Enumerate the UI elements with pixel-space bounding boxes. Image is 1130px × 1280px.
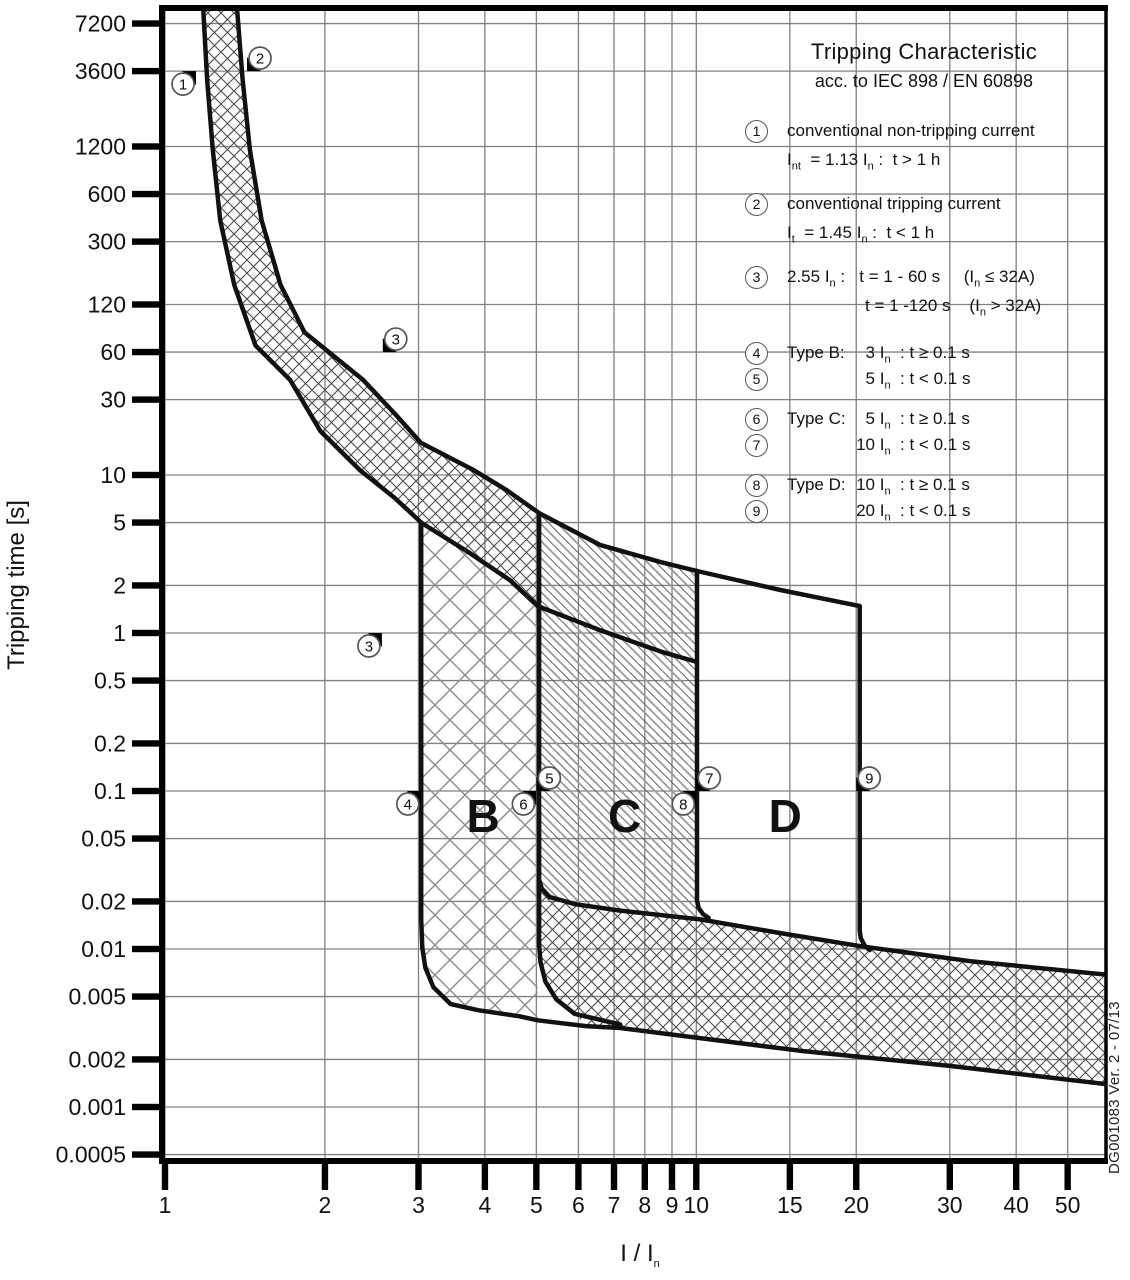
y-tick-label: 0.2: [94, 730, 126, 757]
y-tick-label: 0.005: [68, 983, 126, 1010]
legend-number-badge: 7: [745, 434, 768, 457]
y-tick: [132, 191, 162, 197]
x-tick: [693, 1161, 699, 1190]
x-tick-label: 10: [683, 1192, 710, 1218]
zone-label-C: C: [608, 789, 642, 842]
legend-title: Tripping Characteristic: [810, 39, 1038, 64]
curve-d-left: [697, 571, 709, 918]
y-axis-title: Tripping time [s]: [3, 500, 30, 670]
y-tick: [132, 946, 162, 952]
y-tick: [132, 630, 162, 636]
marker-1: [172, 71, 196, 95]
y-tick-label: 0.001: [68, 1094, 126, 1120]
legend-row-4: 4 Type B: 3 $I_n$ : t ≥ 0.1 s: [735, 340, 1113, 366]
region-thermal-band: [203, 8, 539, 606]
y-tick-label: 3600: [74, 58, 126, 85]
x-tick-label: 8: [638, 1192, 652, 1218]
x-tick: [533, 1161, 539, 1190]
document-id-watermark: DG001083 Ver. 2 - 07/13: [1106, 1001, 1123, 1174]
y-tick-label: 30: [100, 386, 126, 413]
y-tick: [132, 993, 162, 999]
marker-number: 5: [545, 770, 554, 788]
x-tick-label: 7: [607, 1192, 621, 1218]
y-tick-label: 0.1: [94, 778, 126, 804]
legend-item-1: 1 conventional non-tripping current $I_{nt} = 1.13$ $I_n$ : t > 1 h: [735, 119, 1113, 172]
region-zone-C: [539, 513, 697, 918]
y-tick: [132, 582, 162, 588]
x-tick: [642, 1161, 648, 1190]
y-tick-label: 5: [113, 509, 126, 536]
marker-number: 4: [403, 796, 412, 814]
y-tick-label: 120: [87, 291, 126, 318]
x-tick: [482, 1161, 488, 1190]
y-tick-label: 2: [113, 572, 126, 599]
legend-number-badge: 2: [745, 193, 768, 216]
y-tick-label: 600: [87, 181, 126, 208]
marker-3: [358, 633, 382, 657]
x-tick-label: 3: [412, 1192, 425, 1218]
y-tick: [132, 349, 162, 355]
x-tick: [1064, 1161, 1070, 1190]
x-tick: [853, 1161, 859, 1190]
y-tick-label: 1200: [74, 133, 126, 160]
x-tick: [947, 1161, 953, 1190]
y-tick: [132, 472, 162, 478]
legend-number-badge: 9: [745, 500, 768, 523]
x-tick-label: 40: [1003, 1192, 1029, 1218]
marker-3: [383, 328, 407, 352]
marker-number: 2: [255, 50, 265, 68]
legend-type-groups: [735, 340, 1113, 524]
y-tick: [132, 1151, 162, 1157]
marker-number: 7: [705, 770, 714, 788]
marker-number: 3: [391, 331, 400, 349]
x-tick: [787, 1161, 793, 1190]
y-tick: [132, 788, 162, 794]
legend-row-8: 8 Type D: 10 $I_n$ : t ≥ 0.1 s: [735, 472, 1113, 498]
x-tick: [575, 1161, 581, 1190]
y-tick: [132, 677, 162, 683]
marker-2: [247, 47, 271, 71]
x-tick-label: 15: [777, 1192, 803, 1218]
x-tick: [669, 1161, 675, 1190]
y-tick: [132, 740, 162, 746]
legend-number-badge: 5: [745, 368, 768, 391]
x-tick-label: 4: [478, 1192, 492, 1218]
x-tick-label: 50: [1054, 1192, 1081, 1218]
y-tick: [132, 68, 162, 74]
y-tick: [132, 301, 162, 307]
legend-items: [735, 119, 1113, 318]
legend-number-badge: 6: [745, 408, 768, 431]
x-tick-label: 5: [529, 1192, 543, 1218]
legend-group: [735, 472, 1113, 524]
y-tick: [132, 1104, 162, 1110]
legend-number-badge: 8: [745, 474, 768, 497]
marker-number: 1: [178, 76, 188, 94]
legend-group: [735, 340, 1113, 392]
x-tick-label: 1: [158, 1192, 172, 1218]
y-tick-label: 0.05: [81, 825, 126, 852]
marker-number: 6: [519, 796, 528, 814]
marker-number: 9: [865, 770, 874, 788]
x-tick: [322, 1161, 328, 1190]
legend-row-5: 5 5 $I_n$ : t < 0.1 s: [735, 366, 1113, 392]
x-tick-label: 20: [843, 1192, 870, 1218]
region-zone-B: [421, 523, 538, 1020]
y-tick-label: 1: [113, 620, 126, 646]
x-axis-title: I / $I_n$: [620, 1240, 660, 1270]
x-tick-label: 30: [936, 1192, 963, 1218]
legend-number-badge: 3: [745, 266, 768, 289]
y-tick: [132, 1056, 162, 1062]
legend-number-badge: 1: [745, 120, 768, 143]
y-tick: [132, 20, 162, 26]
y-tick-label: 0.0005: [55, 1141, 126, 1168]
zone-label-D: D: [768, 789, 802, 842]
x-tick-label: 6: [572, 1192, 585, 1218]
zone-label-B: B: [466, 789, 500, 842]
x-tick: [162, 1161, 168, 1190]
y-tick: [132, 396, 162, 402]
y-tick: [132, 898, 162, 904]
y-tick-label: 7200: [74, 10, 126, 37]
legend-row-6: 6 Type C: 5 $I_n$ : t ≥ 0.1 s: [735, 406, 1113, 432]
x-tick: [1013, 1161, 1019, 1190]
y-tick-label: 0.5: [94, 667, 126, 694]
x-tick: [611, 1161, 617, 1190]
legend: [735, 40, 1113, 524]
legend-subtitle: acc. to IEC 898 / EN 60898: [814, 71, 1034, 91]
y-tick: [132, 238, 162, 244]
y-tick: [132, 143, 162, 149]
y-tick-label: 0.01: [81, 936, 126, 962]
y-tick-label: 0.02: [81, 888, 126, 915]
legend-item-3: 3 2.55 $I_n$ : t = 1 - 60 s $(I_n \le 32A)$ t = 1 -120 s $(I_n > 32A)$: [735, 265, 1113, 318]
y-tick-label: 10: [100, 462, 126, 488]
x-tick-label: 2: [318, 1192, 332, 1218]
y-tick-label: 300: [87, 228, 126, 255]
y-tick-label: 60: [100, 339, 126, 366]
marker-7: [696, 767, 720, 791]
legend-number-badge: 4: [745, 342, 768, 365]
y-tick-label: 0.002: [68, 1046, 126, 1073]
marker-number: 3: [364, 638, 374, 656]
x-tick: [415, 1161, 421, 1190]
y-tick: [132, 519, 162, 525]
legend-item-2: 2 conventional tripping current $I_t = 1.45$ $I_n$ : t < 1 h: [735, 192, 1113, 245]
x-tick-label: 9: [665, 1192, 679, 1218]
marker-4: [397, 791, 421, 815]
y-tick: [132, 835, 162, 841]
marker-number: 8: [679, 796, 688, 814]
legend-group: [735, 406, 1113, 458]
legend-row-9: 9 20 $I_n$ : t < 0.1 s: [735, 498, 1113, 524]
legend-row-7: 7 10 $I_n$ : t < 0.1 s: [735, 432, 1113, 458]
